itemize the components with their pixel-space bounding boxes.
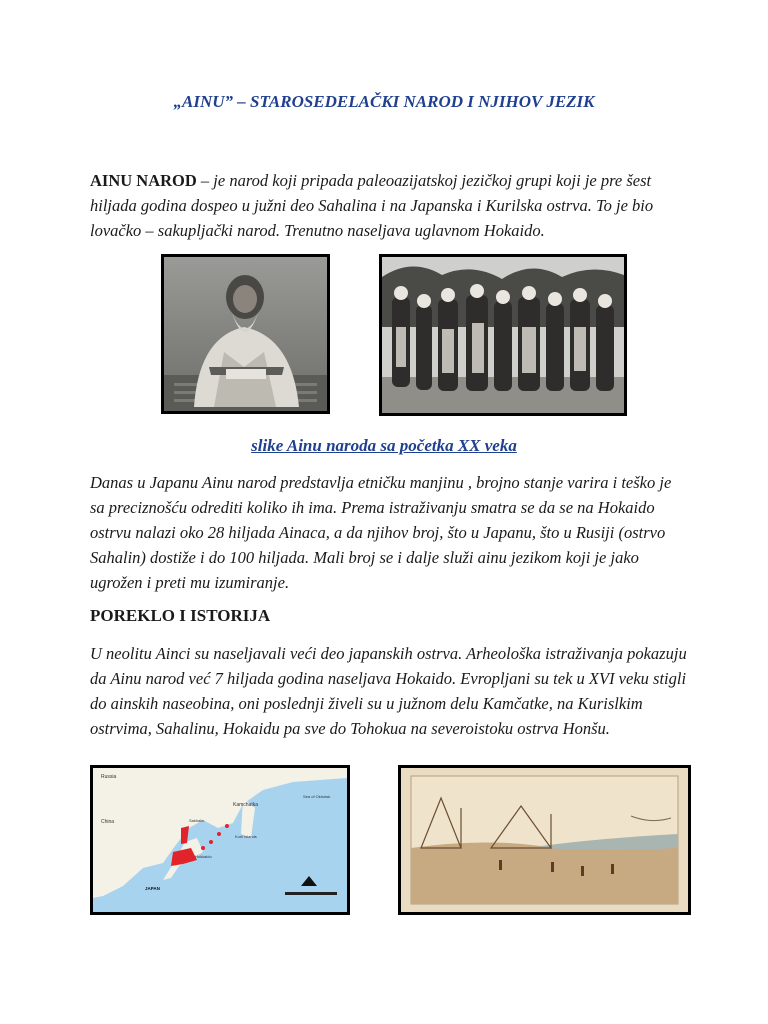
map-label-sakhalin: Sakhalin bbox=[189, 818, 205, 823]
photo-ainu-group bbox=[379, 254, 627, 416]
paragraph-population: Danas u Japanu Ainu narod predstavlja etničku manjinu , brojno stanje varira i teško je sa preciznošću odrediti koliko ih ima. Prema istraživanju smatra se da se na Hokaido ostrvu nalazi oko 28 hiljada Ainaca, a da njihov broj, što u Japanu, što u Rusiji (ostrvo Sahalin) dostiže i do 100 hiljada. Mali broj se i dalje služi ainu jezikom koji je jako ugrožen i preti mu izumiranje. bbox=[90, 473, 672, 592]
map-label-russia: Russia bbox=[101, 774, 117, 780]
map-label-kuril: Kuril Islands bbox=[235, 834, 257, 839]
photo-ainu-elder bbox=[161, 254, 330, 414]
intro-lead: AINU NAROD bbox=[90, 171, 197, 190]
map-label-japan: JAPAN bbox=[145, 886, 160, 891]
intro-text: – je narod koji pripada paleoazijatskoj jezičkoj grupi koji je pre šest hiljada godina dospeo u južni deo Sahalina i na Japanska i Kurilska ostrva. To je bio lovačko – sakupljački narod. Trenutno naseljava uglavnom Hokaido. bbox=[90, 171, 654, 240]
map-label-kamchatka: Kamchatka bbox=[233, 802, 259, 808]
intro-paragraph bbox=[90, 168, 690, 243]
map-label-hokkaido: Hokkaido bbox=[195, 854, 212, 859]
paragraph-history: U neolitu Ainci su naseljavali veći deo japanskih ostrva. Arheološka istraživanja pokazuju da Ainu narod već 7 hiljada godina naseljava Hokaido. Evropljani su tek u XVI veku stigli do ainskih naseobina, oni poslednji živeli su u južnom delu Kamčatke, na Kurislkim ostrvima, Sahalinu, Hokaidu pa sve do Tohokua na severoistoku ostrva Honšu. bbox=[90, 644, 687, 738]
map-label-china: China bbox=[101, 819, 115, 825]
section-heading: POREKLO I ISTORIJA bbox=[90, 606, 271, 625]
map-ainu-territory bbox=[90, 765, 350, 915]
document-title: „AINU” – STAROSEDELAČKI NAROD I NJIHOV JEZIK bbox=[173, 92, 595, 111]
photo-caption: slike Ainu naroda sa početka XX veka bbox=[251, 436, 517, 455]
painting-ainu-settlement bbox=[398, 765, 691, 915]
map-label-okhotsk: Sea of Okhotsk bbox=[303, 794, 331, 799]
